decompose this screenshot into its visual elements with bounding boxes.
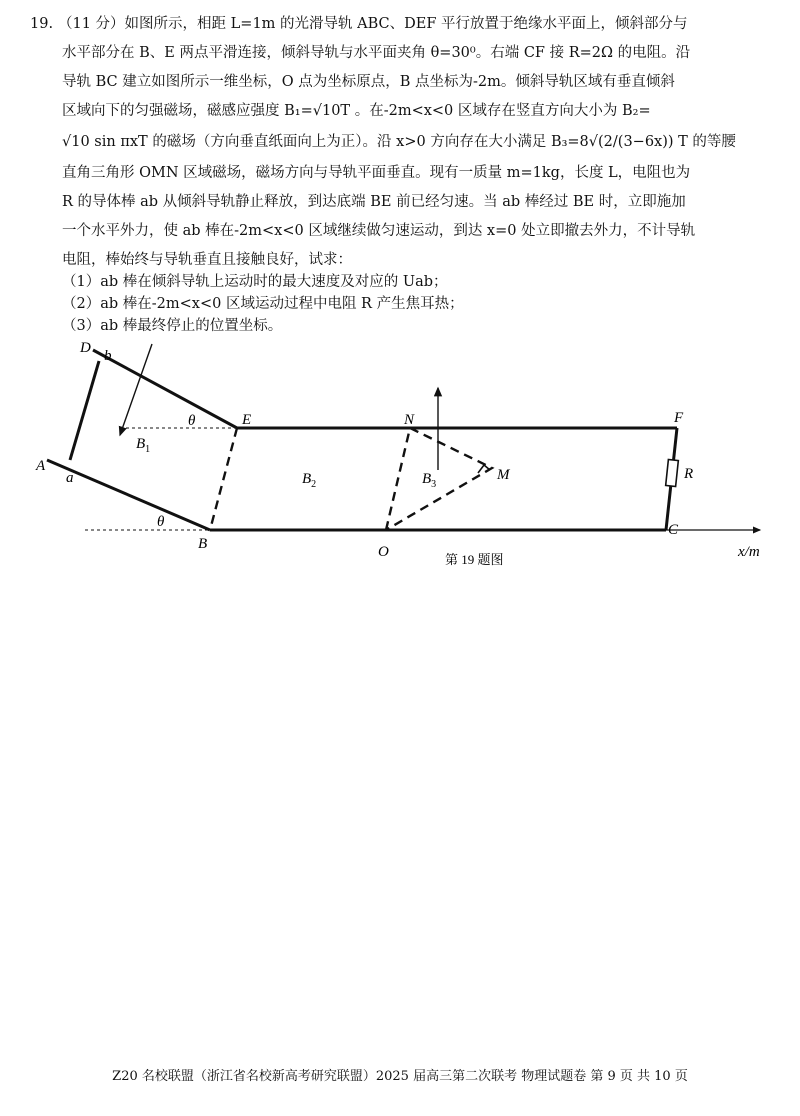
resistor-R <box>666 460 679 487</box>
label-A: A <box>36 458 46 474</box>
b1-arrow <box>120 344 152 435</box>
label-M: M <box>497 467 510 483</box>
label-a: a <box>66 470 74 486</box>
label-F: F <box>674 410 684 426</box>
question-line-7: R 的导体棒 ab 从倾斜导轨静止释放，到达底端 BE 前已经匀速。当 ab 棒经过 BE 时，立即施加 <box>62 194 686 210</box>
question-line-5: √10 sin πxT 的磁场（方向垂直纸面向上为正）。沿 x>0 方向存在大小满足 B₃=8√(2/(3−6x)) T 的等腰 <box>62 134 736 150</box>
question-line-6: 直角三角形 OMN 区域磁场，磁场方向与导轨平面垂直。现有一质量 m=1kg，长度 L，电阻也为 <box>62 165 691 181</box>
question-number: 19. <box>30 16 54 32</box>
figure-19-diagram <box>0 330 800 580</box>
label-theta-top: θ <box>188 413 196 429</box>
label-B1: $B_1$ <box>136 436 151 455</box>
question-line-2: 水平部分在 B、E 两点平滑连接，倾斜导轨与水平面夹角 θ=30⁰。右端 CF 接 R=2Ω 的电阻。沿 <box>62 45 691 61</box>
sub-question-2: （2）ab 棒在-2m<x<0 区域运动过程中电阻 R 产生焦耳热； <box>62 296 464 312</box>
figure-caption: 第 19 题图 <box>445 552 504 567</box>
rail-DE <box>93 350 237 428</box>
label-O: O <box>378 544 389 560</box>
label-B2: $B_2$ <box>302 471 317 490</box>
sub-question-3: （3）ab 棒最终停止的位置坐标。 <box>62 318 283 334</box>
label-B3: $B_3$ <box>422 471 437 490</box>
label-theta-bottom: θ <box>157 514 165 530</box>
question-line-1: （11 分）如图所示，相距 L=1m 的光滑导轨 ABC、DEF 平行放置于绝缘水平面上，倾斜部分与 <box>58 16 688 32</box>
question-line-3: 导轨 BC 建立如图所示一维坐标，O 点为坐标原点，B 点坐标为-2m。倾斜导轨区域有垂直倾斜 <box>62 74 675 90</box>
label-C: C <box>668 522 679 538</box>
label-N: N <box>404 412 415 428</box>
label-R: R <box>684 466 694 482</box>
sub-question-1: （1）ab 棒在倾斜导轨上运动时的最大速度及对应的 Uab； <box>62 274 448 290</box>
triangle-OMN <box>386 428 492 530</box>
rod-ab <box>70 361 99 460</box>
label-B: B <box>198 536 208 552</box>
question-line-4: 区域向下的匀强磁场，磁感应强度 B₁=√10T 。在-2m<x<0 区域存在竖直方向大小为 B₂= <box>62 103 651 119</box>
page-footer: Z20 名校联盟（浙江省名校新高考研究联盟）2025 届高三第二次联考 物理试题卷 第 9 页 共 10 页 <box>112 1069 688 1084</box>
right-angle-mark <box>478 465 490 473</box>
label-b: b <box>104 348 112 364</box>
question-line-9: 电阻，棒始终与导轨垂直且接触良好，试求： <box>62 252 352 268</box>
label-axis: x/m <box>738 544 760 560</box>
line-BE <box>210 428 237 530</box>
question-line-8: 一个水平外力，使 ab 棒在-2m<x<0 区域继续做匀速运动，到达 x=0 处立即撤去外力，不计导轨 <box>62 223 696 239</box>
label-D: D <box>80 340 91 356</box>
label-E: E <box>242 412 252 428</box>
